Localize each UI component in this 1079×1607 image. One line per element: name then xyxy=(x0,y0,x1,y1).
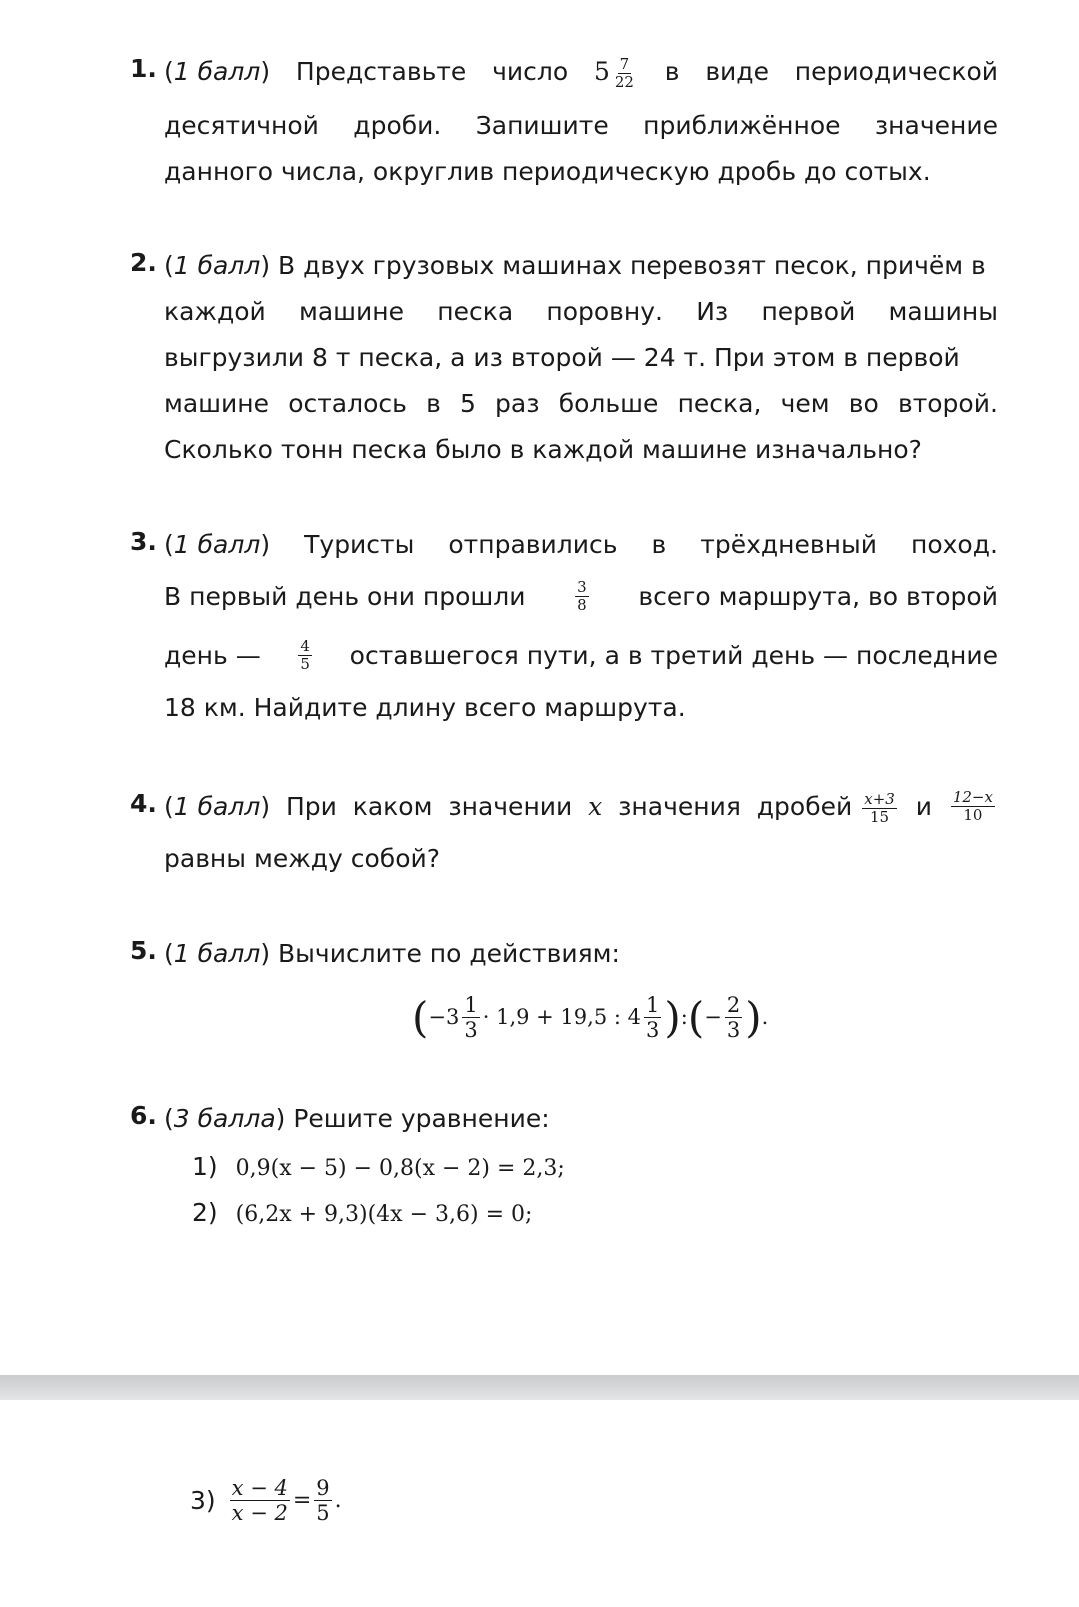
word: Из xyxy=(696,297,729,326)
task-number: 3. xyxy=(130,527,157,556)
points-text: 1 балл xyxy=(173,57,261,86)
task-line: данного числа, округлив периодическую дробь до сотых. xyxy=(164,157,931,186)
expr-part: · 1,9 + 19,5 : 4 xyxy=(482,1005,641,1029)
word: песка xyxy=(437,297,514,326)
fraction xyxy=(613,56,636,91)
paren-close: ) xyxy=(664,992,681,1042)
line-text: Решите уравнение: xyxy=(293,1104,550,1133)
paren-close: ) xyxy=(745,992,762,1042)
fraction xyxy=(951,789,995,825)
word: и xyxy=(915,792,932,821)
denominator: 3 xyxy=(726,1017,741,1042)
task-line xyxy=(164,638,998,674)
points-text: 1 балл xyxy=(173,530,261,559)
task-line: (1 балл) В двух грузовых машинах перевозят песок, причём в xyxy=(164,251,986,280)
word: в xyxy=(426,389,441,418)
word: десятичной xyxy=(164,111,319,140)
task-line xyxy=(164,294,998,330)
task-points: (1 балл) xyxy=(164,792,271,821)
word: в xyxy=(664,57,680,86)
word: дробей xyxy=(756,792,853,821)
item-label: 2) xyxy=(192,1198,218,1227)
word: приближённое xyxy=(643,111,841,140)
word-with-fraction xyxy=(757,789,900,825)
word: больше xyxy=(558,389,659,418)
word: во xyxy=(848,389,879,418)
word: значения xyxy=(618,792,741,821)
task-number: 1. xyxy=(130,54,157,83)
word: раз xyxy=(495,389,540,418)
points-text: 1 балл xyxy=(173,792,261,821)
numerator: 7 xyxy=(619,55,630,73)
period: . xyxy=(334,1487,342,1513)
task-line xyxy=(164,579,998,615)
denominator: 5 xyxy=(300,655,310,673)
word: поровну. xyxy=(546,297,664,326)
word: каком xyxy=(352,792,433,821)
fraction xyxy=(298,638,312,674)
equation: (6,2x + 9,3)(4x − 3,6) = 0; xyxy=(235,1202,533,1227)
word: виде xyxy=(705,57,769,86)
task-line: (1 балл) Вычислите по действиям: xyxy=(164,939,620,968)
word: машины xyxy=(888,297,998,326)
word: периодической xyxy=(794,57,998,86)
equation-item xyxy=(192,1149,565,1185)
numerator: 1 xyxy=(464,992,478,1017)
paren-open: ( xyxy=(687,992,705,1042)
variable: x xyxy=(588,792,603,821)
word: При xyxy=(285,792,337,821)
word: песка, xyxy=(677,389,762,418)
points-text: 1 балл xyxy=(173,939,261,968)
word: значение xyxy=(874,111,998,140)
fraction xyxy=(725,993,742,1042)
task-line xyxy=(164,386,998,422)
line-text: оставшегося пути, а в третий день — последние xyxy=(349,641,998,670)
word: трёхдневный xyxy=(700,530,877,559)
numerator: 3 xyxy=(577,578,587,596)
task-line: (3 балла) Решите уравнение: xyxy=(164,1104,550,1133)
task-line: 18 км. Найдите длину всего маршрута. xyxy=(164,693,686,722)
numerator: 1 xyxy=(645,992,660,1017)
task-points: (1 балл) xyxy=(164,530,271,559)
line-text: Вычислите по действиям: xyxy=(278,939,620,968)
task-line: Сколько тонн песка было в каждой машине изначально? xyxy=(164,435,922,464)
word: отправились xyxy=(448,530,618,559)
expression xyxy=(412,982,768,1052)
word: поход. xyxy=(911,530,998,559)
denominator: 15 xyxy=(870,807,890,826)
word: первой xyxy=(761,297,856,326)
expr-part: . xyxy=(761,1005,769,1029)
fraction xyxy=(644,993,661,1042)
task-line xyxy=(164,108,998,144)
worksheet-page-continued xyxy=(0,1400,1079,1607)
mixed-number: 5 $\frac{7}{22}$ xyxy=(593,55,634,91)
numerator: 2 xyxy=(726,992,741,1017)
task-line xyxy=(164,527,998,563)
numerator: 4 xyxy=(300,637,310,655)
equation: 0,9(x − 5) − 0,8(x − 2) = 2,3; xyxy=(235,1156,565,1181)
numerator: 9 xyxy=(316,1475,330,1500)
word: дроби. xyxy=(353,111,442,140)
paren-open: ( xyxy=(412,992,429,1042)
fraction xyxy=(230,1476,290,1525)
expr-part: − xyxy=(704,1005,722,1029)
denominator: 22 xyxy=(614,73,634,91)
denominator: 3 xyxy=(645,1017,660,1042)
task-line xyxy=(164,54,998,90)
word: второй. xyxy=(897,389,998,418)
task-number: 6. xyxy=(130,1101,157,1130)
item-label: 3) xyxy=(190,1485,216,1515)
word: Туристы xyxy=(304,530,415,559)
fraction xyxy=(314,1476,331,1525)
word: Представьте xyxy=(295,57,467,86)
word: чем xyxy=(780,389,830,418)
line-text: В первый день они прошли xyxy=(164,582,526,611)
denominator: 10 xyxy=(963,806,983,824)
page-separator xyxy=(0,1375,1079,1400)
task-number: 4. xyxy=(130,789,157,818)
equation-item xyxy=(192,1195,532,1231)
word: значении xyxy=(448,792,573,821)
equation-item xyxy=(190,1460,342,1540)
points-text: 1 балл xyxy=(173,251,261,280)
equals-sign: = xyxy=(292,1487,312,1513)
task-line xyxy=(164,789,998,825)
denominator: 8 xyxy=(577,596,587,614)
fraction xyxy=(575,579,589,615)
expr-part: −3 xyxy=(428,1005,460,1029)
expr-part: : xyxy=(680,1005,688,1029)
line-text: В двух грузовых машинах перевозят песок, причём в xyxy=(278,251,986,280)
task-line: выгрузили 8 т песка, а из второй — 24 т. При этом в первой xyxy=(164,343,960,372)
word: 5 xyxy=(459,389,476,418)
item-label: 1) xyxy=(192,1152,218,1181)
word: каждой xyxy=(164,297,266,326)
points-text: 3 балла xyxy=(173,1104,276,1133)
task-number: 5. xyxy=(130,936,157,965)
task-points: (1 балл) xyxy=(164,57,271,86)
word: Запишите xyxy=(475,111,609,140)
fraction xyxy=(862,791,897,826)
word: осталось xyxy=(288,389,407,418)
word: машине xyxy=(164,389,270,418)
denominator: x − 2 xyxy=(231,1500,288,1525)
numerator: x+3 xyxy=(864,789,895,808)
line-text: день — xyxy=(164,641,261,670)
word: в xyxy=(651,530,667,559)
word: число xyxy=(492,57,569,86)
task-line: равны между собой? xyxy=(164,844,441,873)
task-number: 2. xyxy=(130,248,157,277)
numerator: 12−x xyxy=(952,788,993,806)
denominator: 5 xyxy=(316,1500,330,1525)
fraction xyxy=(462,993,479,1042)
word: машине xyxy=(299,297,405,326)
line-text: всего маршрута, во второй xyxy=(638,582,998,611)
numerator: x − 4 xyxy=(231,1475,288,1500)
denominator: 3 xyxy=(464,1017,478,1042)
